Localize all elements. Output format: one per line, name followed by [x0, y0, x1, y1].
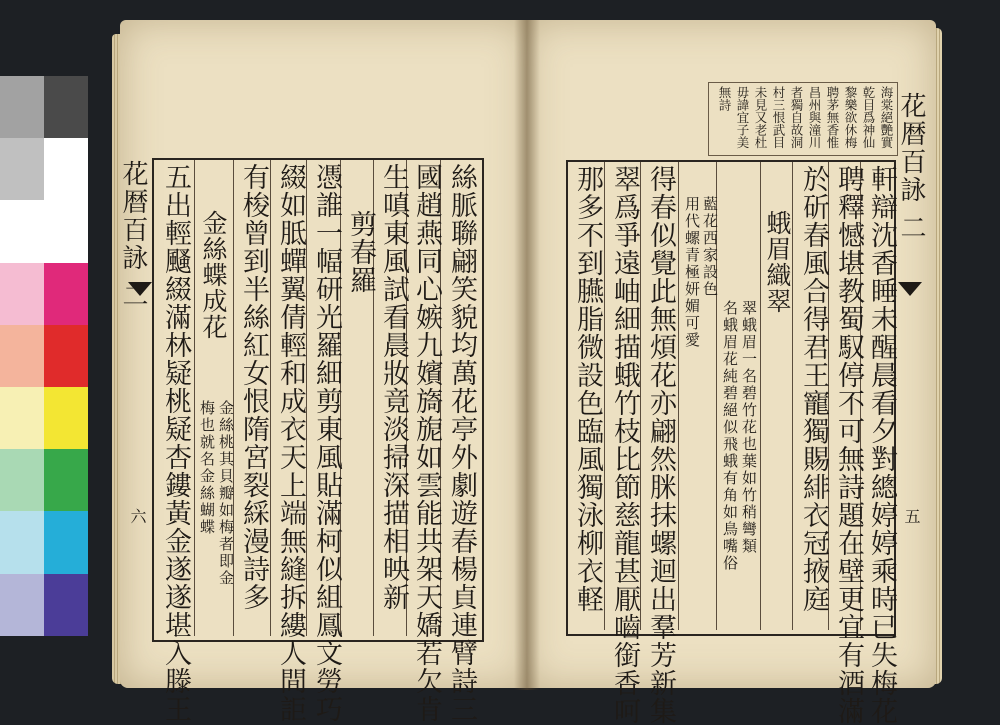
right-page-number: 五: [902, 508, 921, 524]
text-column: 五出輕颾綴滿林疑桃疑杏鏤黃金遂遂堪入滕王: [160, 163, 191, 723]
top-note: 未見又老杜: [753, 86, 768, 149]
text-column: 翠爲爭遠岫細描蛾竹枝比節慈龍甚厭嚙銜香呵: [609, 165, 640, 725]
top-note: 村三恨武目: [771, 86, 786, 149]
text-column: 聘釋憾堪教蜀馭停不可無詩題在壁更宜有酒滿: [833, 165, 864, 725]
fish-tail-mark-right: [898, 282, 922, 296]
color-patch: [0, 387, 44, 449]
color-patch: [0, 263, 44, 325]
color-patch: [0, 511, 44, 573]
color-patch: [44, 574, 88, 636]
book-spine: [514, 20, 540, 690]
color-patch: [0, 76, 44, 138]
top-note: 海棠絕艷實: [879, 86, 894, 149]
color-patch: [0, 138, 44, 200]
text-column: 於斫春風合得君王寵獨賜緋衣冠掖庭: [798, 165, 829, 613]
text-column: 憑誰一幅研光羅細剪東風貼滿柯似組鳳文勞巧: [311, 163, 342, 723]
color-patch: [44, 325, 88, 387]
text-column: 國趙燕同心嫉九嬪旖旎如雲能共架天嬌若欠肯: [411, 163, 442, 723]
color-calibration-strip: [0, 76, 88, 636]
right-page-header: 花暦百詠 二: [896, 92, 926, 243]
top-note: 黎樂欲休梅: [843, 86, 858, 149]
left-page-number: 六: [128, 508, 147, 524]
color-patch: [44, 449, 88, 511]
text-column: 那多不到臙脂微設色臨風獨泳柳衣軽: [572, 165, 603, 613]
left-page-header: 花暦百詠 二: [118, 160, 148, 311]
color-patch: [0, 574, 44, 636]
poem-title: 蛾眉織翠: [763, 210, 792, 314]
color-patch: [44, 138, 88, 200]
color-patch: [44, 387, 88, 449]
top-note: 乾目爲神仙: [861, 86, 876, 149]
color-patch: [0, 200, 44, 262]
annotation: 名蛾眉花純碧絕似飛蛾有角如鳥嘴俗: [721, 300, 739, 572]
text-column: 有梭曾到半絲紅女恨隋宮裂綵漫詩多: [238, 163, 269, 611]
top-note: 無詩: [717, 86, 732, 111]
text-column: 軒辯沈香睡未醒晨看夕對總婷婷乘時已失梅花: [866, 165, 897, 725]
annotation: 金絲桃其貝瓣如梅者即金: [217, 400, 235, 587]
color-patch: [44, 263, 88, 325]
color-patch: [44, 200, 88, 262]
text-column: 綴如胝蟬翼倩輕和成衣天上端無縫拆縷人間詎: [275, 163, 306, 723]
poem-title: 剪春羅: [345, 210, 376, 294]
top-note: 聘茅無香惟: [825, 86, 840, 149]
fish-tail-mark-left: [128, 282, 152, 296]
top-note: 者獨自故洞: [789, 86, 804, 149]
color-patch: [44, 76, 88, 138]
text-column: 生嗔東風試看晨妝竟淡掃深描相映新: [378, 163, 409, 611]
top-note: 昌州與潼川: [807, 86, 822, 149]
annotation: 藍花西家設色: [701, 196, 719, 298]
text-column: 絲脈聯翩笑貌均萬花亭外劇遊春楊貞連臂詩三: [446, 163, 477, 723]
poem-title: 金絲蝶成花: [199, 210, 228, 340]
color-patch: [44, 511, 88, 573]
color-patch: [0, 449, 44, 511]
annotation: 梅也就名金絲蝴蝶: [198, 400, 216, 536]
annotation: 用代螺青極妍媚可愛: [683, 196, 701, 349]
top-note: 毋諱宜子美: [735, 86, 750, 149]
color-patch: [0, 325, 44, 387]
text-column: 得春似覺此無煩花亦翩然脒抹螺迴出羣芳新集: [645, 165, 676, 725]
annotation: 翠蛾眉一名碧竹花也葉如竹稍彎類: [740, 300, 758, 555]
